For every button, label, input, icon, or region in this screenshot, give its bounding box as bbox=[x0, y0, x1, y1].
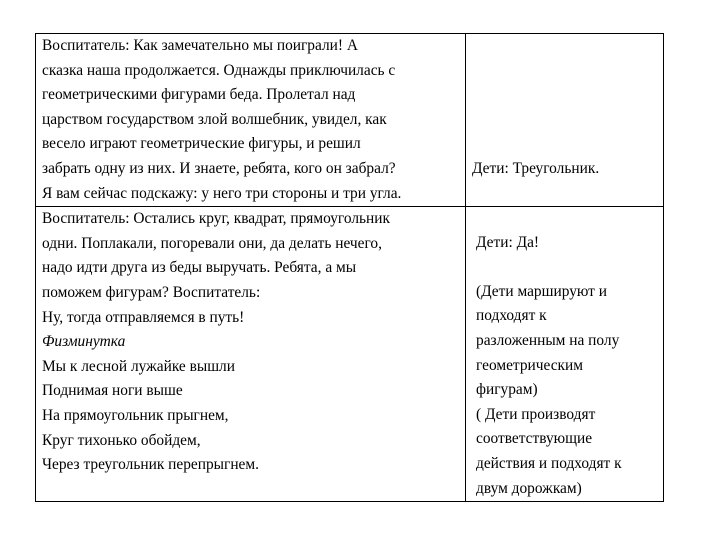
table-row bbox=[36, 207, 664, 502]
text-line: ( Дети производят bbox=[476, 405, 596, 423]
text-line: сказка наша продолжается. Однажды приключилась с bbox=[42, 61, 396, 79]
text-line: подходят к bbox=[476, 307, 547, 325]
text-line: геометрическим bbox=[476, 356, 583, 374]
text-line: Мы к лесной лужайке вышли bbox=[42, 357, 235, 375]
section-heading: Физминутка bbox=[42, 333, 126, 351]
text-line: двум дорожкам) bbox=[476, 479, 582, 497]
teacher-cell bbox=[36, 207, 466, 502]
script-table bbox=[35, 33, 664, 502]
teacher-cell bbox=[36, 34, 466, 207]
table-row bbox=[36, 34, 664, 207]
text-line: На прямоугольник прыгнем, bbox=[42, 406, 229, 424]
text-line: поможем фигурам? Воспитатель: bbox=[42, 283, 261, 301]
text-line: Я вам сейчас подскажу: у него три стороны и три угла. bbox=[42, 184, 402, 202]
text-line: (Дети маршируют и bbox=[476, 282, 607, 300]
text-line: соответствующие bbox=[476, 430, 593, 448]
text-line: одни. Поплакали, погоревали они, да делать нечего, bbox=[42, 234, 382, 252]
spacer bbox=[476, 256, 663, 280]
text-line: надо идти друга из беды выручать. Ребята, а мы bbox=[42, 259, 357, 277]
text-line: фигурам) bbox=[476, 381, 538, 399]
text-line: разложенным на полу bbox=[476, 331, 620, 349]
text-line: Воспитатель: Остались круг, квадрат, прямоугольник bbox=[42, 210, 390, 228]
children-answer: Дети: Треугольник. bbox=[472, 160, 600, 177]
text-line: действия и подходят к bbox=[476, 454, 622, 472]
children-cell bbox=[466, 34, 664, 207]
children-cell bbox=[466, 207, 664, 502]
children-answer: Дети: Да! bbox=[476, 234, 540, 252]
text-line: Ну, тогда отправляемся в путь! bbox=[42, 308, 245, 326]
text-line: Через треугольник перепрыгнем. bbox=[42, 456, 259, 474]
text-line: Воспитатель: Как замечательно мы поиграли! А bbox=[42, 37, 358, 54]
text-line: геометрическими фигурами беда. Пролетал над bbox=[42, 86, 356, 104]
text-line: царством государством злой волшебник, увидел, как bbox=[42, 110, 387, 128]
text-line: весело играют геометрические фигуры, и решил bbox=[42, 135, 361, 153]
text-line: Круг тихонько обойдем, bbox=[42, 431, 201, 449]
text-line: Поднимая ноги выше bbox=[42, 382, 183, 400]
text-line: забрать одну из них. И знаете, ребята, кого он забрал? bbox=[42, 159, 396, 177]
